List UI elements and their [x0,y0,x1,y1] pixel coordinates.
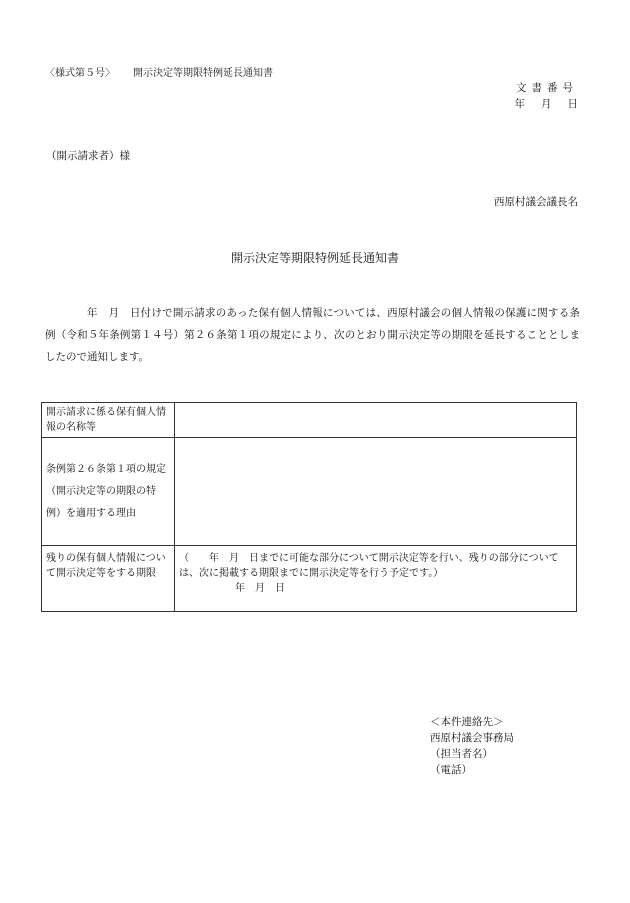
row3-date: 年 月 日 [235,583,285,594]
date-day: 日 [567,98,578,110]
info-table [41,402,577,612]
row3-value [175,546,577,612]
sender: 西原村議会議長名 [494,196,578,208]
document-date [499,96,579,111]
contact-office: 西原村議会事務局 [430,732,514,744]
row3-label: 残りの保有個人情報について開示決定等をする期限 [42,546,175,612]
document-title: 開示決定等期限特例延長通知書 [230,251,399,265]
row1-label: 開示請求に係る保有個人情報の名称等 [42,403,175,438]
row1-value [175,403,577,438]
table-row [42,546,577,612]
contact-person: （担当者名） [430,748,493,760]
row2-label: 条例第２６条第１項の規定（開示決定等の期限の特例）を適用する理由 [42,438,175,546]
table-row [42,438,577,546]
contact-phone: （電話） [430,764,472,776]
document-number: 文書番号 [516,82,578,94]
body-text: 年 月 日付けで開示請求のあった保有個人情報については、西原村議会の個人情報の保護に関する条例（令和５年条例第１４号）第２６条第１項の規定により、次のとおり開示決定等の期限を延長することとしましたので通知します。 [45,307,580,363]
row2-value [175,438,577,546]
contact-block [430,714,514,778]
row3-text: （ 年 月 日までに可能な部分について開示決定等を行い、残りの部分については、次に掲載する期限までに開示決定等を行う予定です。） [179,553,559,579]
date-year: 年 [514,98,525,110]
contact-heading: ＜本件連絡先＞ [430,716,504,728]
form-number-label [45,64,273,79]
recipient: （開示請求者）様 [46,150,130,162]
form-title-small: 開示決定等期限特例延長通知書 [133,68,273,79]
table-row [42,403,577,438]
date-month: 月 [541,98,552,110]
form-number: 〈様式第５号〉 [45,68,115,79]
